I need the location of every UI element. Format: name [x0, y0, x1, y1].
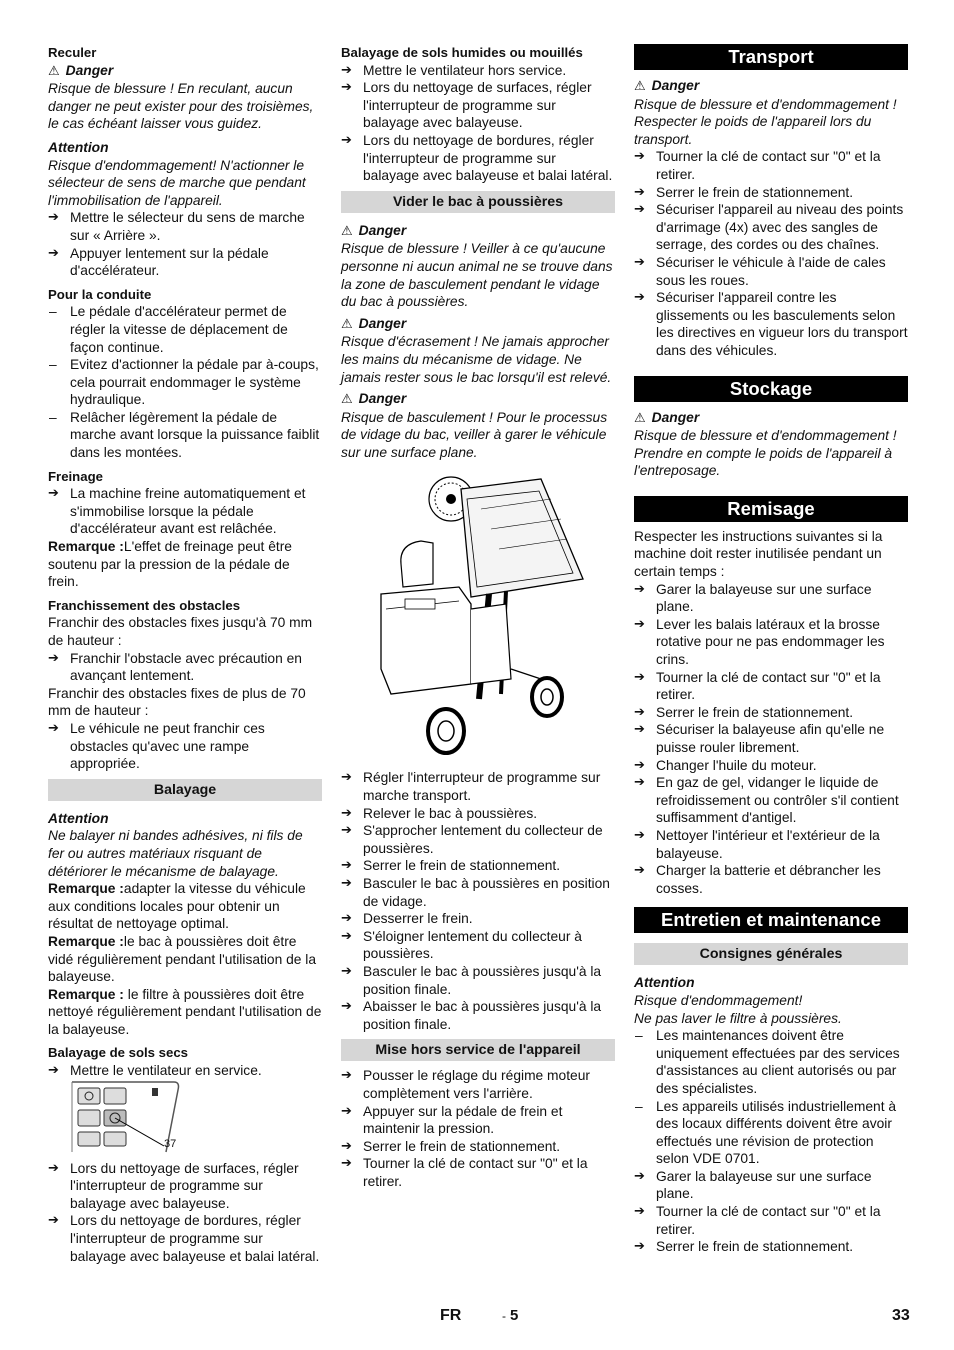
attention-label: Attention	[634, 975, 695, 991]
step: ➔ Tourner la clé de contact sur "0" et la retirer.	[634, 669, 908, 704]
step: ➔ Sécuriser la balayeuse afin qu'elle ne puisse rouler librement.	[634, 721, 908, 756]
figure-callout: 37	[164, 1137, 177, 1150]
step: ➔ Tourner la clé de contact sur "0" et la retirer.	[341, 1155, 615, 1190]
step: ➔ Lors du nettoyage de surfaces, régler l'interrupteur de programme sur balayage avec balayeuse.	[341, 79, 615, 132]
attention-text: Ne balayer ni bandes adhésives, ni fils de fer ou autres matériaux risquant de détériorer le mécanisme de balayage.	[48, 828, 303, 879]
step: ➔ Sécuriser le véhicule à l'aide de cales sous les roues.	[634, 254, 908, 289]
paragraph: Franchir des obstacles fixes de plus de 70 mm de hauteur :	[48, 685, 306, 719]
step: ➔ Garer la balayeuse sur une surface plane.	[634, 581, 908, 616]
attention-text: Risque d'endommagement!	[634, 992, 803, 1008]
note: Remarque :L'effet de freinage peut être soutenu par la pression de la pédale de frein.	[48, 539, 292, 590]
warning-triangle-icon: ⚠	[341, 223, 353, 239]
step: ➔ Tourner la clé de contact sur "0" et la retirer.	[634, 148, 908, 183]
step: ➔ Serrer le frein de stationnement.	[341, 1138, 615, 1156]
step: ➔ Desserrer le frein.	[341, 910, 615, 928]
step: ➔ Charger la batterie et débrancher les cosses.	[634, 862, 908, 897]
step: ➔ La machine freine automatiquement et s'immobilise lorsque la pédale d'accélérateur avant est relâchée.	[48, 485, 322, 538]
step: ➔ Garer la balayeuse sur une surface plane.	[634, 1168, 908, 1203]
heading-obstacles: Franchissement des obstacles	[48, 597, 241, 613]
attention-text: Risque d'endommagement! N'actionner le sélecteur de sens de marche que pendant l'immobilisation de l'appareil.	[48, 157, 306, 208]
danger-text: Risque d'écrasement ! Ne jamais approcher les mains du mécanisme de vidage. Ne jamais rester sous le bac lorsqu'il est relevé.	[341, 334, 612, 385]
list-item: – Les appareils utilisés industriellement à des locaux différents doivent être avoir effectués une révision de protection selon VDE 0701.	[634, 1098, 908, 1168]
step: ➔ Sécuriser l'appareil au niveau des points d'arrimage (4x) avec des sangles de serrage, des cordes ou des chaînes.	[634, 201, 908, 254]
section-balayage: Balayage	[48, 779, 322, 801]
step: ➔ En gaz de gel, vidanger le liquide de refroidissement ou contrôler s'il contient suffisamment d'antigel.	[634, 774, 908, 827]
danger-text: Risque de blessure et d'endommagement ! Respecter le poids de l'appareil lors du transport.	[634, 96, 897, 147]
section-stockage: Stockage	[634, 376, 908, 402]
list-item: – Relâcher légèrement la pédale de marche avant lorsque la puissance faiblit dans les montées.	[48, 409, 322, 462]
section-vider: Vider le bac à poussières	[341, 191, 615, 213]
control-panel-figure	[48, 1080, 322, 1160]
danger-label: ⚠ Danger	[341, 315, 407, 332]
step: ➔ Tourner la clé de contact sur "0" et la retirer.	[634, 1203, 908, 1238]
paragraph: Respecter les instructions suivantes si la machine doit rester inutilisée pendant un certain temps :	[634, 528, 883, 580]
step: ➔ Pousser le réglage du régime moteur complètement vers l'arrière.	[341, 1067, 615, 1102]
list-item: – Evitez d'actionner la pédale par à-coups, cela pourrait endommager le système hydraulique.	[48, 356, 322, 409]
danger-label: ⚠ Danger	[48, 62, 114, 79]
section-remisage: Remisage	[634, 496, 908, 522]
column-3	[634, 44, 908, 1256]
step: ➔ Mettre le ventilateur hors service.	[341, 62, 615, 80]
heading-reculer: Reculer	[48, 45, 97, 60]
heading-sols-humides: Balayage de sols humides ou mouillés	[341, 45, 583, 60]
danger-label: ⚠ Danger	[341, 222, 407, 239]
footer-local-page: - 5	[502, 1307, 519, 1324]
step: ➔ Serrer le frein de stationnement.	[634, 1238, 908, 1256]
step: ➔ Changer l'huile du moteur.	[634, 757, 908, 775]
step: ➔ Relever le bac à poussières.	[341, 805, 615, 823]
step: ➔ S'éloigner lentement du collecteur à poussières.	[341, 928, 615, 963]
step: ➔ Nettoyer l'intérieur et l'extérieur de la balayeuse.	[634, 827, 908, 862]
danger-label: ⚠ Danger	[634, 78, 700, 94]
danger-text: Risque de blessure et d'endommagement ! Prendre en compte le poids de l'appareil à l'entreposage.	[634, 428, 897, 479]
step: ➔ Lors du nettoyage de bordures, régler l'interrupteur de programme sur balayage avec balayeuse et balai latéral.	[341, 132, 615, 185]
danger-text: Risque de blessure ! Veiller à ce qu'aucune personne ni aucun animal ne se trouve dans la zone de basculement pendant le vidage du bac à poussières.	[341, 241, 613, 310]
step: ➔ S'approcher lentement du collecteur de poussières.	[341, 822, 615, 857]
step: ➔ Sécuriser l'appareil contre les glissements ou les basculements selon les directives en vigueur lors du transport dans des véhicules.	[634, 289, 908, 359]
step: ➔ Mettre le ventilateur en service.	[48, 1062, 322, 1080]
note: Remarque :adapter la vitesse du véhicule aux conditions locales pour obtenir un résultat de nettoyage optimal.	[48, 881, 306, 932]
step: ➔ Appuyer sur la pédale de frein et maintenir la pression.	[341, 1103, 615, 1138]
paragraph: Franchir des obstacles fixes jusqu'à 70 mm de hauteur :	[48, 615, 313, 648]
warning-triangle-icon: ⚠	[634, 410, 646, 426]
attention-text: Ne pas laver le filtre à poussières.	[634, 1010, 842, 1026]
subsection-consignes: Consignes générales	[634, 943, 908, 965]
note: Remarque :le bac à poussières doit être vidé régulièrement pendant l'utilisation de la balayeuse.	[48, 933, 317, 985]
danger-text: Risque de blessure ! En reculant, aucun danger ne peut exister pour des troisièmes, le cas échéant laisser vous guidez.	[48, 81, 314, 132]
step: ➔ Mettre le sélecteur du sens de marche sur « Arrière ».	[48, 209, 322, 244]
step: ➔ Basculer le bac à poussières en position de vidage.	[341, 875, 615, 910]
step: ➔ Régler l'interrupteur de programme sur marche transport.	[341, 769, 615, 804]
step: ➔ Le véhicule ne peut franchir ces obstacles qu'avec une rampe appropriée.	[48, 720, 322, 773]
step: ➔ Basculer le bac à poussières jusqu'à la position finale.	[341, 963, 615, 998]
step: ➔ Serrer le frein de stationnement.	[634, 184, 908, 202]
step: ➔ Lors du nettoyage de bordures, régler l'interrupteur de programme sur balayage avec balayeuse et balai latéral.	[48, 1212, 322, 1265]
list-item: – Les maintenances doivent être uniquement effectuées par des services d'assistances au client autorisés ou par des spécialistes.	[634, 1027, 908, 1097]
attention-label: Attention	[48, 139, 109, 155]
step: ➔ Franchir l'obstacle avec précaution en avançant lentement.	[48, 650, 322, 685]
note: Remarque : le filtre à poussières doit être nettoyé régulièrement pendant l'utilisation de la balayeuse.	[48, 986, 322, 1037]
danger-text: Risque de basculement ! Pour le processus de vidage du bac, veiller à garer le véhicule sur une surface plane.	[341, 409, 608, 460]
step: ➔ Appuyer lentement sur la pédale d'accélérateur.	[48, 245, 322, 280]
warning-triangle-icon: ⚠	[634, 79, 646, 94]
section-hors-service: Mise hors service de l'appareil	[341, 1039, 615, 1061]
step: ➔ Serrer le frein de stationnement.	[341, 857, 615, 875]
danger-label: ⚠ Danger	[341, 391, 407, 408]
danger-label: ⚠ Danger	[634, 409, 700, 426]
sweeper-dump-figure	[341, 469, 615, 769]
column-1	[48, 44, 322, 1265]
heading-conduite: Pour la conduite	[48, 286, 152, 302]
list-item: – Le pédale d'accélérateur permet de régler la vitesse de déplacement de façon continue.	[48, 303, 322, 356]
step: ➔ Lors du nettoyage de surfaces, régler l'interrupteur de programme sur balayage avec balayeuse.	[48, 1160, 322, 1213]
warning-triangle-icon: ⚠	[48, 63, 60, 79]
column-2	[341, 44, 615, 1191]
step: ➔ Serrer le frein de stationnement.	[634, 704, 908, 722]
step: ➔ Abaisser le bac à poussières jusqu'à la position finale.	[341, 998, 615, 1033]
heading-sols-secs: Balayage de sols secs	[48, 1045, 189, 1061]
control-panel-image	[48, 1080, 322, 1160]
step: ➔ Lever les balais latéraux et la brosse rotative pour ne pas endommager les crins.	[634, 616, 908, 669]
section-entretien: Entretien et maintenance	[634, 907, 908, 933]
page-footer	[0, 1307, 954, 1329]
warning-triangle-icon: ⚠	[341, 392, 353, 408]
section-transport: Transport	[634, 44, 908, 70]
footer-page-number: 33	[892, 1307, 910, 1324]
warning-triangle-icon: ⚠	[341, 316, 353, 332]
sweeper-illustration	[341, 469, 615, 769]
attention-label: Attention	[48, 810, 109, 826]
footer-language: FR	[440, 1307, 462, 1324]
heading-freinage: Freinage	[48, 468, 103, 484]
